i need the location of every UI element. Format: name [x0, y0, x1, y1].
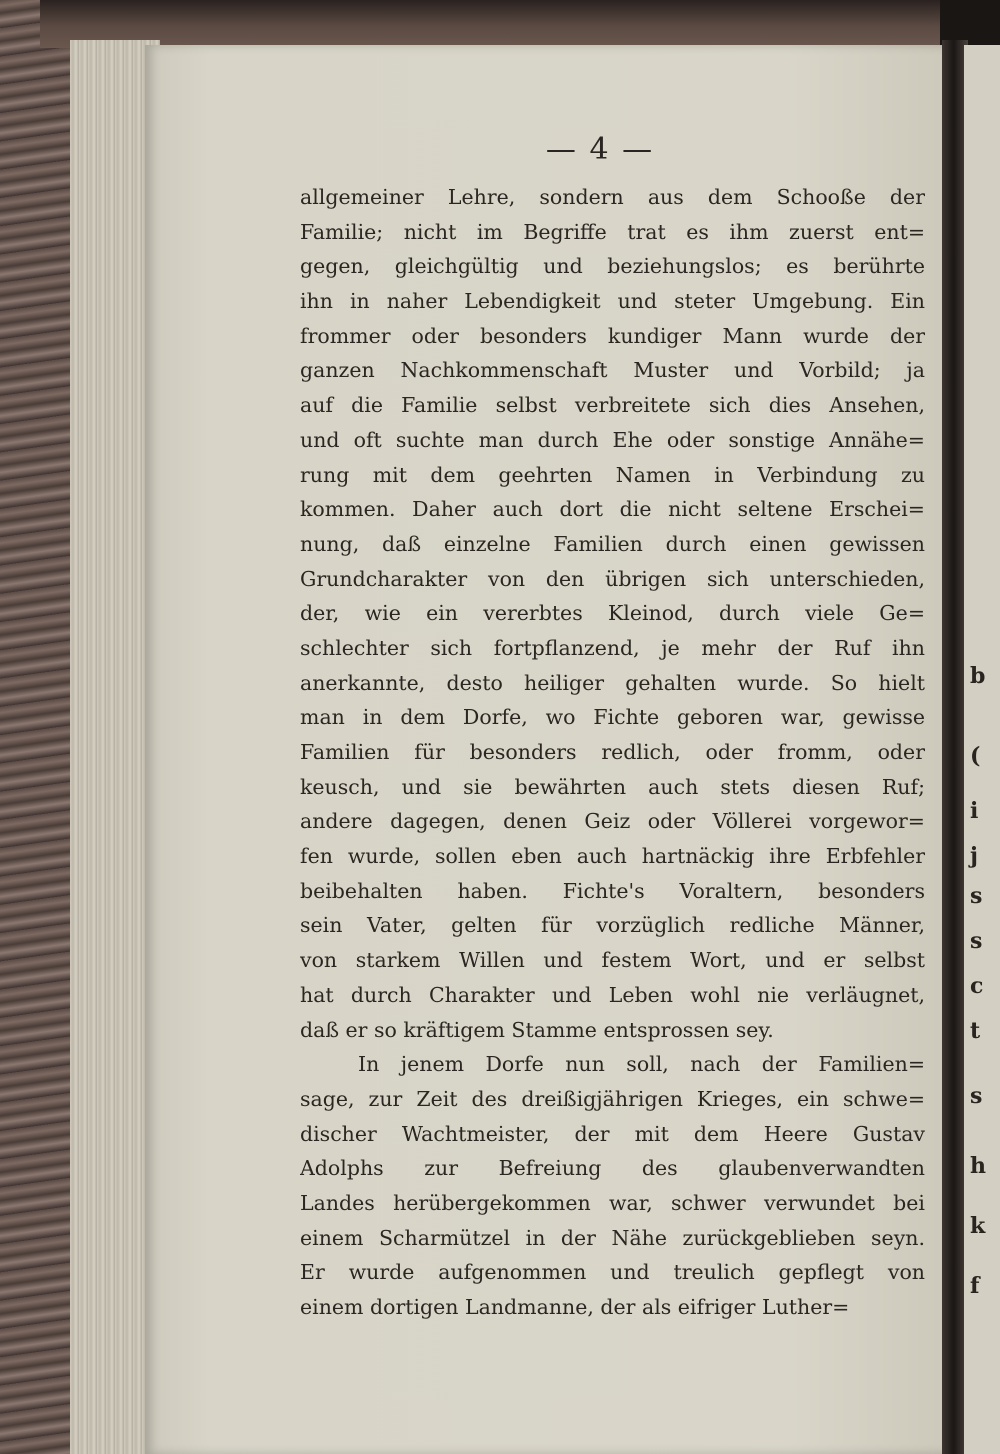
text-line: Grundcharakter von den übrigen sich unterschieden, — [300, 566, 925, 591]
text-line: einem dortigen Landmanne, der als eifriger Luther= — [300, 1295, 850, 1319]
text-line: gegen, gleichgültig und beziehungslos; es berührte — [300, 254, 925, 279]
text-line: Adolphs zur Befreiung des glaubenverwandten — [300, 1156, 925, 1181]
text-line: Landes herübergekommen war, schwer verwundet bei — [300, 1190, 925, 1215]
next-page-fragment: ( — [970, 743, 981, 769]
text-line: sage, zur Zeit des dreißigjährigen Krieges, ein schwe= — [300, 1086, 925, 1111]
text-line: Familien für besonders redlich, oder fromm, oder — [300, 740, 925, 764]
text-line: frommer oder besonders kundiger Mann wurde der — [300, 323, 925, 348]
text-line: daß er so kräftigem Stamme entsprossen sey. — [300, 1017, 774, 1042]
text-line: kommen. Daher auch dort die nicht seltene Erschei= — [300, 497, 925, 522]
text-line: beibehalten haben. Fichte's Voraltern, besonders — [300, 878, 925, 903]
next-page-edge — [964, 45, 1000, 1454]
text-line: sein Vater, gelten für vorzüglich redliche Männer, — [300, 913, 925, 938]
next-page-fragment: h — [970, 1153, 986, 1179]
text-line: der, wie ein vererbtes Kleinod, durch viele Ge= — [300, 601, 925, 626]
page-text — [300, 180, 925, 1325]
text-line: hat durch Charakter und Leben wohl nie verläugnet, — [300, 982, 925, 1007]
book-cover-top — [40, 0, 940, 48]
text-line: ihn in naher Lebendigkeit und steter Umgebung. Ein — [300, 289, 925, 314]
next-page-fragment: s — [970, 928, 983, 954]
book-cover-left — [0, 0, 80, 1454]
text-line: nung, daß einzelne Familien durch einen gewissen — [300, 531, 925, 556]
text-line: discher Wachtmeister, der mit dem Heere Gustav — [300, 1121, 925, 1146]
text-line: anerkannte, desto heiliger gehalten wurde. So hielt — [300, 670, 925, 695]
next-page-fragment: k — [970, 1213, 986, 1239]
text-line: schlechter sich fortpflanzend, je mehr der Ruf ihn — [300, 635, 925, 660]
text-line: ganzen Nachkommenschaft Muster und Vorbild; ja — [300, 358, 925, 383]
page-number: — 4 — — [545, 132, 655, 167]
text-line: rung mit dem geehrten Namen in Verbindung zu — [300, 462, 925, 487]
next-page-fragment: j — [970, 843, 978, 869]
text-line: man in dem Dorfe, wo Fichte geboren war, gewisse — [300, 705, 925, 730]
text-line: fen wurde, sollen eben auch hartnäckig ihre Erbfehler — [300, 844, 925, 869]
text-line: In jenem Dorfe nun soll, nach der Familien= — [358, 1052, 925, 1077]
text-line: und oft suchte man durch Ehe oder sonstige Annähe= — [300, 427, 925, 452]
text-line: Er wurde aufgenommen und treulich gepflegt von — [300, 1260, 925, 1285]
next-page-fragment: b — [970, 663, 986, 689]
next-page-fragment: s — [970, 883, 983, 909]
text-line: allgemeiner Lehre, sondern aus dem Schooße der — [300, 185, 925, 209]
next-page-fragment: i — [970, 798, 979, 824]
text-line: keusch, und sie bewährten auch stets diesen Ruf; — [300, 774, 925, 799]
text-line: einem Scharmützel in der Nähe zurückgeblieben seyn. — [300, 1225, 925, 1250]
text-line: auf die Familie selbst verbreitete sich dies Ansehen, — [300, 393, 925, 418]
next-page-fragment: f — [970, 1273, 980, 1299]
next-page-fragment: c — [970, 973, 984, 999]
text-line: von starkem Willen und festem Wort, und er selbst — [300, 948, 925, 973]
text-line: Familie; nicht im Begriffe trat es ihm zuerst ent= — [300, 219, 925, 244]
next-page-fragment: t — [970, 1018, 981, 1044]
next-page-fragment: s — [970, 1083, 983, 1109]
text-line: andere dagegen, denen Geiz oder Völlerei vorgewor= — [300, 809, 925, 834]
